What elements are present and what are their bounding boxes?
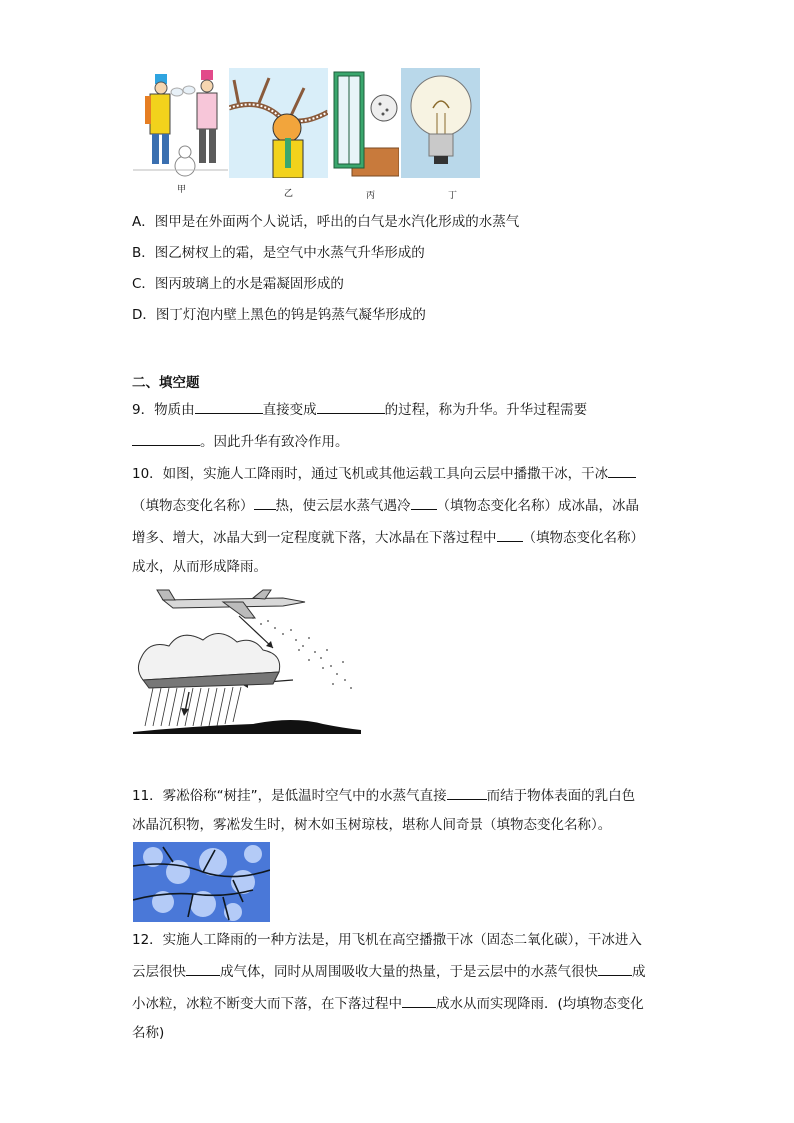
- question-12-line4: 名称): [132, 1025, 165, 1041]
- question-12-line3: [132, 995, 644, 1012]
- q9-text-4: 。因此升华有致冷作用。: [200, 434, 349, 450]
- q10-blank-1[interactable]: [608, 465, 636, 478]
- q10-blank-3[interactable]: [411, 497, 437, 510]
- question-10-line4: 成水，从而形成降雨。: [132, 559, 267, 575]
- q8-option-a: A．图甲是在外面两个人说话，呼出的白气是水汽化形成的水蒸气: [132, 214, 520, 230]
- question-12-line2: [132, 963, 646, 980]
- q12-text-4: 小冰粒，冰粒不断变大而下落，在下落过程中: [132, 996, 402, 1012]
- q12-text-3: 成: [632, 964, 646, 980]
- question-11-line1: [132, 787, 635, 804]
- question-9: [132, 401, 587, 418]
- q11-text-2: 而结于物体表面的乳白色: [486, 788, 636, 804]
- figure-rime: [133, 842, 270, 922]
- q12-text-1: 云层很快: [132, 964, 186, 980]
- figure-jia: [133, 66, 228, 178]
- q12-blank-3[interactable]: [402, 995, 436, 1008]
- q12-text-2: 成气体，同时从周围吸收大量的热量，于是云层中的水蒸气很快: [220, 964, 598, 980]
- figure-ding: [401, 68, 480, 178]
- q12-blank-1[interactable]: [186, 963, 220, 976]
- caption-ding: 丁: [448, 191, 458, 201]
- q12-blank-2[interactable]: [598, 963, 632, 976]
- q9-blank-2[interactable]: [317, 401, 385, 414]
- q9-blank-1[interactable]: [195, 401, 263, 414]
- q10-text-4: （填物态变化名称）成冰晶，冰晶: [436, 498, 639, 514]
- question-12-line1: 12．实施人工降雨的一种方法是，用飞机在高空播撒干冰（固态二氧化碳），干冰进入: [132, 932, 642, 948]
- figure-yi: [229, 68, 328, 178]
- q10-text-6: （填物态变化名称）: [522, 530, 644, 546]
- question-11-line2: 冰晶沉积物，雾凇发生时，树木如玉树琼枝，堪称人间奇景（填物态变化名称）。: [132, 817, 612, 833]
- q10-blank-2[interactable]: [254, 497, 276, 510]
- q10-text-2: （填物态变化名称）: [132, 498, 254, 514]
- q11-text-1: 11．雾凇俗称“树挂”，是低温时空气中的水蒸气直接: [132, 788, 447, 804]
- q8-option-b: B．图乙树杈上的霜，是空气中水蒸气升华形成的: [132, 245, 425, 261]
- q9-text-1: 9．物质由: [132, 402, 195, 418]
- q10-text-5: 增多、增大，冰晶大到一定程度就下落，大冰晶在下落过程中: [132, 530, 497, 546]
- question-10-line3: [132, 529, 644, 546]
- caption-bing: 丙: [366, 191, 376, 201]
- q9-text-2: 直接变成: [262, 402, 317, 418]
- q10-text-1: 10．如图，实施人工降雨时，通过飞机或其他运载工具向云层中播撒干冰，干冰: [132, 466, 609, 482]
- section-title: 二、填空题: [132, 375, 200, 391]
- q9-blank-3[interactable]: [132, 433, 200, 446]
- caption-yi: 乙: [284, 189, 294, 199]
- caption-jia: 甲: [177, 185, 187, 195]
- question-10-line2: [132, 497, 639, 514]
- figure-cloud-seeding: [133, 588, 361, 734]
- question-9-cont: [132, 433, 349, 450]
- q9-text-3: 的过程，称为升华。升华过程需要: [384, 402, 588, 418]
- figure-bing: [330, 68, 399, 178]
- q12-text-5: 成水从而实现降雨．(均填物态变化: [436, 996, 644, 1012]
- q11-blank-1[interactable]: [447, 787, 487, 800]
- question-10-line1: [132, 465, 636, 482]
- q8-option-c: C．图丙玻璃上的水是霜凝固形成的: [132, 276, 344, 292]
- q10-blank-4[interactable]: [497, 529, 523, 542]
- q10-text-3: 热，使云层水蒸气遇冷: [275, 498, 411, 514]
- q8-option-d: D．图丁灯泡内壁上黑色的钨是钨蒸气凝华形成的: [132, 307, 426, 323]
